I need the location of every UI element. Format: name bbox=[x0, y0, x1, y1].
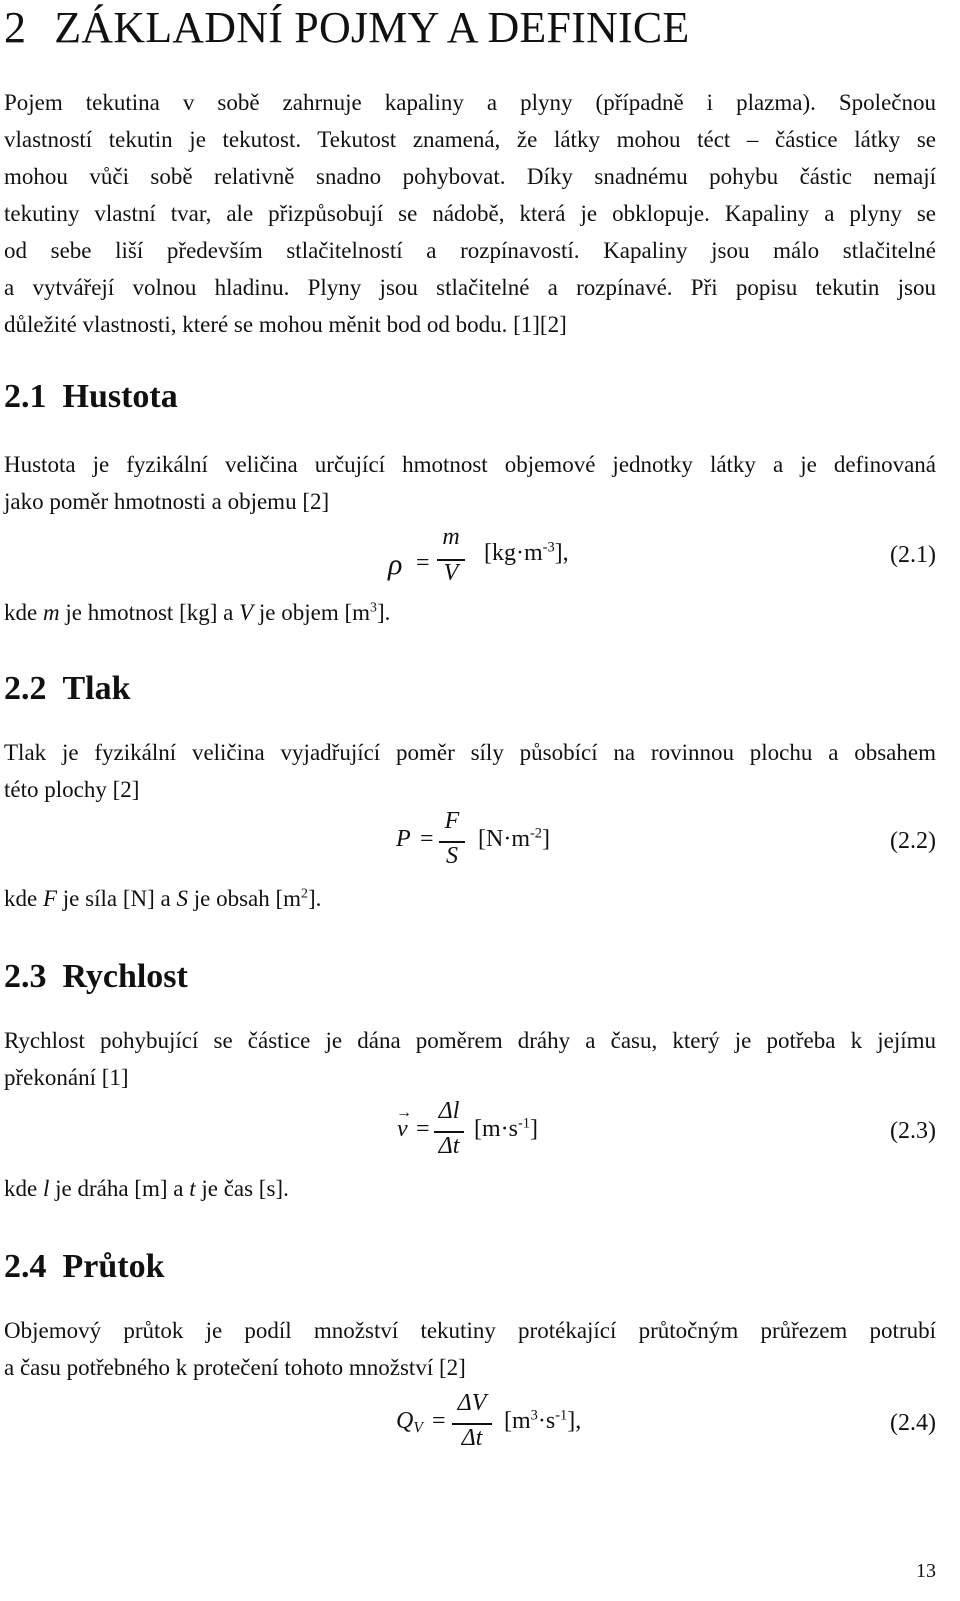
text-line: vlastností tekutin je tekutost. Tekutost znamená, že látky mohou téct – částice látky se bbox=[4, 127, 936, 152]
text-line: důležité vlastnosti, které se mohou měnit bod od bodu. [1][2] bbox=[4, 312, 567, 337]
eq-unit: $[m\cdot s^{-1}]$ bbox=[474, 1115, 538, 1142]
definition-line: kde F je síla [N] a S je obsah $[m^2]$. bbox=[4, 885, 322, 911]
section-title: Průtok bbox=[62, 1248, 165, 1285]
text-line: Tlak je fyzikální veličina vyjadřující poměr síly působící na rovinnou plochu a obsahem bbox=[4, 740, 936, 765]
section-number: 2.1 bbox=[4, 378, 47, 415]
eq-denominator: Δt bbox=[438, 1133, 460, 1159]
eq-numerator: Δl bbox=[438, 1098, 460, 1124]
eq-unit: $[kg\cdot m^{-3}]$, bbox=[484, 539, 569, 566]
section-number: 2.3 bbox=[4, 958, 47, 995]
eq-label: (2.2) bbox=[890, 828, 936, 854]
eq-lhs: $Q_V$ bbox=[396, 1408, 423, 1437]
eq-label: (2.3) bbox=[890, 1118, 936, 1144]
eq-sign: = bbox=[420, 826, 434, 852]
eq-lhs: ρ bbox=[388, 548, 403, 581]
eq-lhs: P bbox=[396, 826, 411, 852]
text-line: jako poměr hmotnosti a objemu [2] bbox=[4, 489, 330, 514]
definition-line: kde l je dráha [m] a t je čas [s]. bbox=[4, 1176, 289, 1201]
eq-lhs: v bbox=[397, 1116, 408, 1142]
section-heading-tlak bbox=[4, 670, 131, 708]
section-title: Tlak bbox=[62, 670, 131, 707]
text-line: Rychlost pohybující se částice je dána poměrem dráhy a času, který je potřeba k jejímu bbox=[4, 1028, 936, 1053]
text-line: tekutiny vlastní tvar, ale přizpůsobují se nádobě, která je obklopuje. Kapaliny a plyny se bbox=[4, 201, 936, 226]
section-heading-hustota bbox=[4, 378, 178, 416]
section-title: Hustota bbox=[62, 378, 178, 415]
eq-sign: = bbox=[432, 1408, 446, 1434]
eq-sign: = bbox=[416, 1116, 430, 1142]
text-line: a vytvářejí volnou hladinu. Plyny jsou stlačitelné a rozpínavé. Při popisu tekutin jsou bbox=[4, 275, 936, 300]
section-title: Rychlost bbox=[62, 958, 188, 995]
section-number: 2.4 bbox=[4, 1248, 47, 1285]
eq-label: (2.1) bbox=[890, 542, 936, 568]
text-line: Objemový průtok je podíl množství tekutiny protékající průtočným průřezem potrubí bbox=[4, 1318, 936, 1343]
section-heading-rychlost bbox=[4, 958, 188, 996]
text-line: od sebe liší především stlačitelností a rozpínavostí. Kapaliny jsou málo stlačitelné bbox=[4, 238, 936, 263]
eq-denominator: V bbox=[443, 560, 459, 586]
eq-unit: $[m^3\cdot s^{-1}]$, bbox=[504, 1407, 582, 1434]
eq-numerator: F bbox=[444, 808, 460, 834]
definition-line: kde m je hmotnost [kg] a V je objem $[m^3]$. bbox=[4, 599, 391, 625]
section-heading-prutok bbox=[4, 1248, 165, 1286]
chapter-title: ZÁKLADNÍ POJMY A DEFINICE bbox=[54, 3, 690, 52]
eq-numerator: m bbox=[442, 524, 460, 550]
section-number: 2.2 bbox=[4, 670, 47, 707]
text-line: překonání [1] bbox=[4, 1065, 129, 1090]
text-line: této plochy [2] bbox=[4, 777, 140, 802]
page-number: 13 bbox=[916, 1560, 936, 1582]
text-line: Pojem tekutina v sobě zahrnuje kapaliny a plyny (případně i plazma). Společnou bbox=[4, 90, 936, 115]
chapter-heading bbox=[4, 2, 689, 53]
eq-denominator: Δt bbox=[461, 1425, 483, 1451]
vector-arrow: → bbox=[396, 1104, 412, 1121]
eq-sign: = bbox=[416, 550, 430, 576]
eq-label: (2.4) bbox=[890, 1410, 936, 1436]
chapter-number: 2 bbox=[4, 3, 27, 52]
eq-numerator: ΔV bbox=[457, 1390, 487, 1416]
text-line: a času potřebného k protečení tohoto množství [2] bbox=[4, 1355, 466, 1380]
eq-denominator: S bbox=[446, 843, 458, 869]
eq-unit: $[N\cdot m^{-2}]$ bbox=[478, 825, 550, 852]
text-line: mohou vůči sobě relativně snadno pohybovat. Díky snadnému pohybu částic nemají bbox=[4, 164, 936, 189]
text-line: Hustota je fyzikální veličina určující hmotnost objemové jednotky látky a je definovaná bbox=[4, 452, 936, 477]
